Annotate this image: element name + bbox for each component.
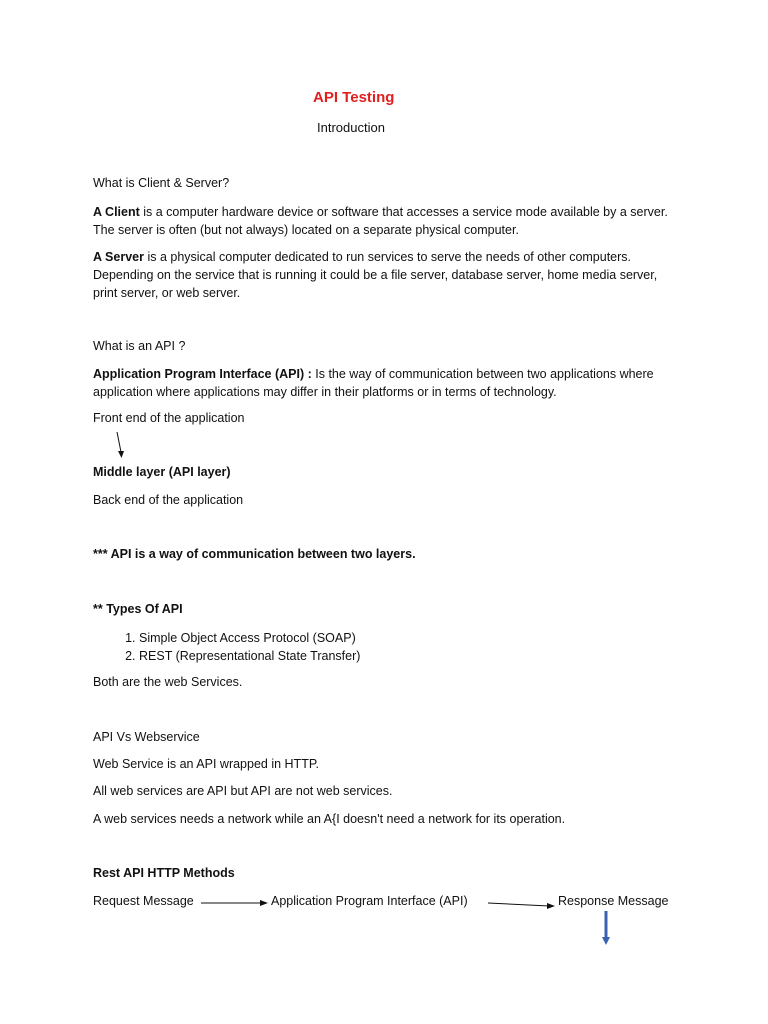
types-list [93,629,360,665]
client-definition [93,203,683,239]
request-to-api-arrow [200,897,280,909]
webservice-line-1: Web Service is an API wrapped in HTTP. [93,757,320,771]
server-term: A Server [93,250,144,264]
api-term: Application Program Interface (API) : [93,367,312,381]
rest-heading: Rest API HTTP Methods [93,866,235,880]
webservice-line-2: All web services are API but API are not web services. [93,784,393,798]
client-server-question: What is Client & Server? [93,176,230,190]
server-definition [93,248,683,302]
types-list-item: 1. Simple Object Access Protocol (SOAP) [139,629,360,647]
request-message-label: Request Message [93,894,194,908]
server-description: is a physical computer dedicated to run services to serve the needs of other computers. Depending on the service that is running it could be a file server, database server, home media server, print server, or web server. [93,250,658,300]
api-note: *** API is a way of communication between two layers. [93,547,416,561]
webservice-heading: API Vs Webservice [93,730,200,744]
types-heading: ** Types Of API [93,602,183,616]
webservice-line-3: A web services needs a network while an A{I doesn't need a network for its operation. [93,812,566,826]
api-description: Is the way of communication between two applications where application where applications may differ in their platforms or in terms of technology. [93,367,654,399]
client-description: is a computer hardware device or software that accesses a service mode available by a server. The server is often (but not always) located on a separate physical computer. [93,205,668,237]
types-list-item: 2. REST (Representational State Transfer) [139,647,360,665]
front-to-middle-arrow [110,430,150,460]
document-title: API Testing [313,89,395,106]
client-term: A Client [93,205,140,219]
back-end-label: Back end of the application [93,493,244,507]
response-message-label: Response Message [558,894,669,908]
response-down-arrow [599,910,613,946]
front-end-label: Front end of the application [93,411,245,425]
types-footer: Both are the web Services. [93,675,243,689]
api-interface-label: Application Program Interface (API) [271,894,468,908]
api-to-response-arrow [487,897,567,913]
api-definition [93,365,683,401]
middle-layer-label: Middle layer (API layer) [93,465,231,479]
document-subtitle: Introduction [317,120,385,135]
api-question: What is an API ? [93,339,186,353]
